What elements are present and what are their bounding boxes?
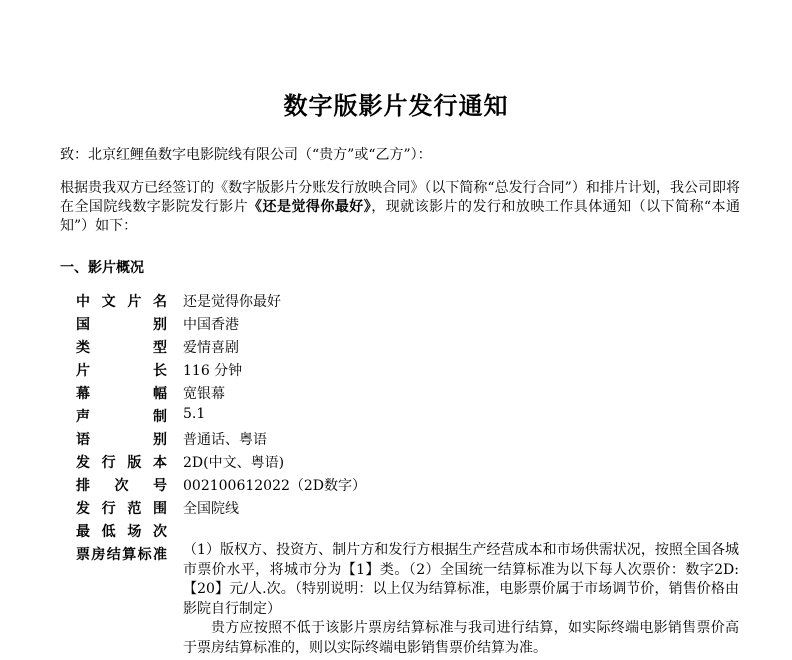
overview-value: 2D(中文、粤语) <box>183 455 285 471</box>
overview-label: 国 别 <box>76 317 167 333</box>
overview-label: 发 行 范 围 <box>76 501 167 517</box>
overview-label: 声 制 <box>76 409 167 425</box>
overview-label: 类 型 <box>76 340 167 356</box>
overview-value: 宽银幕 <box>183 386 225 402</box>
intro-text-before: 根据贵我双方已经签订的《数字版影片分账发行放映合同》（以下简称“总发行合同”）和排片计划，我公司即将在全国院线数字影院发行影片 <box>60 180 740 215</box>
addressee-line: 致：北京红鲤鱼数字电影院线有限公司（“贵方”或“乙方”）： <box>60 147 432 163</box>
film-title-bold: 《还是觉得你最好》 <box>248 199 372 215</box>
section-heading-overview: 一、影片概况 <box>60 260 144 276</box>
overview-label: 片 长 <box>76 363 167 379</box>
overview-value: 普通话、粤语 <box>183 432 267 448</box>
overview-label: 发 行 版 本 <box>76 455 167 471</box>
overview-value: 002100612022（2D数字） <box>183 478 367 494</box>
overview-label: 语 别 <box>76 432 167 448</box>
overview-value: 还是觉得你最好 <box>183 294 281 310</box>
settlement-text <box>183 541 739 658</box>
settlement-paragraph-2: 贵方应按照不低于该影片票房结算标准与我司进行结算，如实际终端电影销售票价高于票房结算标准的，则以实际终端电影销售票价结算为准。 <box>183 620 739 656</box>
overview-value: 5.1 <box>183 406 206 422</box>
overview-label: 票房结算标准 <box>76 547 167 563</box>
overview-label: 幕 幅 <box>76 386 167 402</box>
overview-value: 全国院线 <box>183 501 239 517</box>
overview-value: 116 分钟 <box>183 363 243 379</box>
intro-paragraph <box>60 179 740 236</box>
overview-value: 中国香港 <box>183 317 239 333</box>
overview-value: 爱情喜剧 <box>183 340 239 356</box>
overview-label: 排 次 号 <box>76 478 167 494</box>
document-title: 数字版影片发行通知 <box>283 92 509 120</box>
overview-label: 中 文 片 名 <box>76 294 167 310</box>
settlement-paragraph-1: （1）版权方、投资方、制片方和发行方根据生产经营成本和市场供需状况，按照全国各城市票价水平，将城市分为【1】类。（2）全国统一结算标准为以下每人次票价：数字2D:【20】元/人.次。（特别说明：以上仅为结算标准，电影票价属于市场调节价，销售价格由影院自行制定） <box>183 542 739 617</box>
overview-label: 最 低 场 次 <box>76 524 167 540</box>
intro-text-after: ，现就该影片的发行和放映工作具体通知（以下简称“本通知”）如下： <box>60 199 741 234</box>
